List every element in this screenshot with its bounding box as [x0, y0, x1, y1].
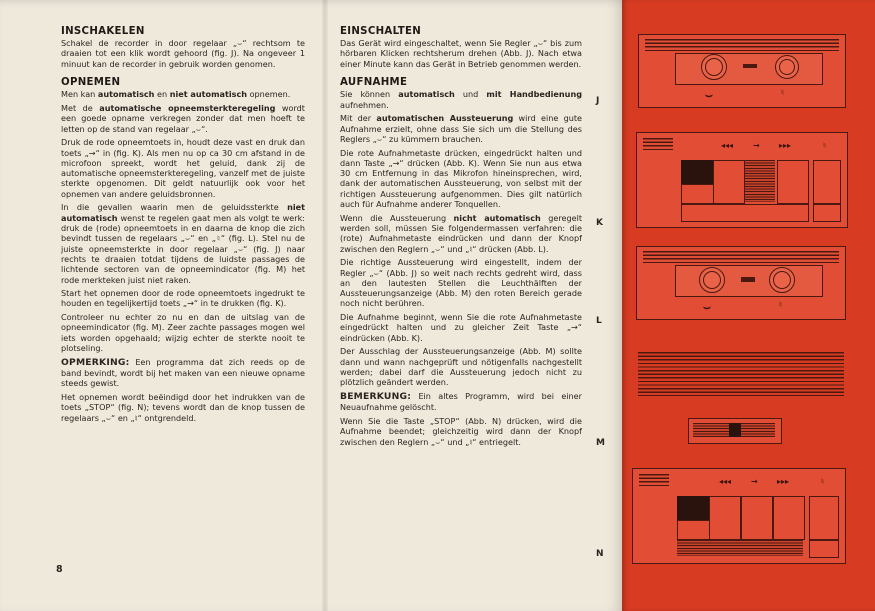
- vent-stripes: [643, 251, 839, 263]
- key: [773, 496, 805, 540]
- page-fold: [322, 0, 328, 611]
- key: [741, 496, 773, 540]
- page-number: 8: [56, 564, 63, 575]
- tone-symbol-icon: ♮: [781, 88, 784, 97]
- forward-symbol-icon: ▸▸▸: [779, 141, 792, 150]
- vent-stripes: [643, 138, 673, 150]
- key: [681, 184, 714, 204]
- record-key-pressed: [681, 160, 713, 184]
- play-symbol-icon: →: [751, 477, 758, 486]
- paragraph: Controleer nu echter zo nu en dan de uitslag van de opneemindicator (fig. M). Zeer zachte passages mogen wel iets worden opgehaald; wijzig echter de sterkte nooit te plotseling.: [61, 312, 305, 354]
- record-key: [677, 496, 709, 520]
- paragraph: Druk de rode opneemtoets in, houdt deze vast en druk dan toets „→“ in (fig. K). Als men nu op ca 30 cm afstand in de microfoon spreekt, wordt het geluid, dank zij de automatische opneemsterkteregeling, vanzelf met de juiste sterkte opgenomen. Dit geldt natuurlijk ook voor het opnemen van andere geluidsbronnen.: [61, 137, 305, 199]
- key: [777, 160, 809, 204]
- indicator-mark: [743, 64, 757, 68]
- key: [813, 204, 841, 222]
- figure-k-key-panel: [636, 132, 848, 228]
- figure-label-m: M: [596, 438, 605, 448]
- paragraph: Het opnemen wordt beëindigd door het indrukken van de toets „STOP“ (fig. N); tevens wordt dan de knop tussen de regelaars „⌣“ en „♮“ ontgrendeld.: [61, 392, 305, 423]
- figure-label-l: L: [596, 316, 602, 326]
- figure-m-level-indicator: [688, 418, 782, 444]
- paragraph: Men kan automatisch en niet automatisch opnemen.: [61, 89, 291, 100]
- volume-knob-icon: [699, 267, 725, 293]
- tone-symbol-icon: ♮: [779, 300, 782, 309]
- vent-stripes: [645, 39, 839, 51]
- key-bar: [681, 204, 809, 222]
- german-column: [340, 26, 582, 450]
- rewind-symbol-icon: ◂◂◂: [719, 477, 732, 486]
- paragraph: Die richtige Aussteuerung wird eingestellt, indem der Regler „⌣“ (Abb. J) so weit nach rechts gedreht wird, dass an den lautesten Stellen die Leuchthälften der Aussteuerungsanzeige (Abb. M) den roten Bereich gerade noch nicht berühren.: [340, 257, 582, 309]
- paragraph: Der Ausschlag der Aussteuerungsanzeige (Abb. M) sollte dann und wann nachgeprüft und nötigenfalls nachgestellt werden; dabei darf die Aussteuerung jedoch nicht zu plötzlich geändert werden.: [340, 346, 582, 388]
- control-window: [675, 53, 823, 85]
- play-symbol-icon: →: [753, 141, 760, 150]
- paragraph: Mit der automatischen Aussteuerung wird eine gute Aufnahme erzielt, ohne dass Sie sich um die Stellung des Reglers „⌣“ zu kümmern brauchen.: [340, 113, 583, 144]
- stop-key-pressed: [677, 540, 803, 556]
- paragraph: Die Aufnahme beginnt, wenn Sie die rote Aufnahmetaste eingedrückt halten und zu gleicher Zeit Taste „→“ eindrücken (Abb. K).: [340, 312, 582, 343]
- vent-stripes: [639, 474, 669, 486]
- manual-button-pressed: [741, 277, 755, 282]
- figure-label-j: J: [596, 96, 600, 106]
- play-key-pressed: [745, 160, 775, 202]
- pause-symbol-icon: ♮: [821, 477, 824, 486]
- volume-symbol-icon: ⌣: [703, 300, 711, 314]
- paragraph: In die gevallen waarin men de geluidssterkte niet automatisch wenst te regelen gaat men als volgt te werk: druk de (rode) opneemtoets in en daarna de knop die zich bevindt tussen de regelaars „⌣“ en „♮“ (fig. L). Stel nu de juiste opneemsterkte in door regelaar „⌣“ (fig. J) naar rechts te draaien totdat tijdens de luidste passages de lichtende sectoren van de opneemindicator (fig. M) het rode merkteken juist niet raken.: [61, 202, 305, 285]
- key: [813, 160, 841, 204]
- indicator-red-mark: [729, 423, 741, 437]
- heading-aufnahme: AUFNAHME: [340, 77, 408, 89]
- heading-einschalten: EINSCHALTEN: [340, 26, 422, 37]
- paragraph: Wenn die Aussteuerung nicht automatisch geregelt werden soll, müssen Sie folgendermassen verfahren: die (rote) Aufnahmetaste eindrücken und dann der Knopf zwischen den Reglern „⌣“ und „♮“ drücken (Abb. L).: [340, 212, 582, 254]
- heading-opnemen: OPNEMEN: [61, 77, 121, 89]
- paragraph: OPMERKING: Een programma dat zich reeds op de band bevindt, wordt bij het maken van een nieuwe opname steeds gewist.: [61, 356, 305, 389]
- paragraph: Das Gerät wird eingeschaltet, wenn Sie Regler „⌣“ bis zum hörbaren Klicken rechtsherum drehen (Abb. J). Nach etwa einer Minute kann das Gerät in Betrieb genommen werden.: [340, 38, 582, 69]
- pause-symbol-icon: ♮: [823, 141, 826, 150]
- key: [713, 160, 745, 204]
- figure-j-control-strip: [638, 34, 846, 108]
- indicator-segment: [741, 423, 775, 437]
- figure-n-key-panel: [632, 468, 846, 564]
- paragraph: BEMERKUNG: Ein altes Programm, wird bei einer Neuaufnahme gelöscht.: [340, 391, 582, 413]
- volume-symbol-icon: ⌣: [705, 88, 713, 102]
- paragraph: Die rote Aufnahmetaste drücken, eingedrückt halten und dann Taste „→“ drücken (Abb. K). Wenn Sie nun aus etwa 30 cm Entfernung in das Mikrofon hineinsprechen, wird, dank der automatischen Aussteuerung, von selbst mit der richtigen Aussteuerung aufgenommen. Dies gilt natürlich auch für Aufnahme anderer Tonquellen.: [340, 147, 582, 210]
- paragraph: Start het opnemen door de rode opneemtoets ingedrukt te houden en tegelijkertijd toets „→“ in te drukken (fig. K).: [61, 288, 305, 309]
- figure-l-control-strip: [636, 246, 846, 320]
- indicator-segment: [693, 423, 729, 437]
- paragraph: Sie können automatisch und mit Handbedienung aufnehmen.: [340, 89, 583, 110]
- heading-inschakelen: INSCHAKELEN: [61, 26, 145, 37]
- paragraph: Wenn Sie die Taste „STOP“ (Abb. N) drücken, wird die Aufnahme beendet; gleichzeitig wird dann der Knopf zwischen den Reglern „⌣“ und „♮“ entriegelt.: [340, 416, 582, 447]
- key: [709, 496, 741, 540]
- key: [677, 520, 710, 540]
- figure-m-vent-grille: [638, 352, 844, 396]
- volume-knob-icon: [701, 54, 727, 80]
- key: [809, 496, 839, 540]
- rewind-symbol-icon: ◂◂◂: [721, 141, 734, 150]
- key: [809, 540, 839, 558]
- paragraph: Met de automatische opneemsterkteregeling wordt een goede opname verkregen zonder dat men hoeft te letten op de stand van regelaar „⌣“.: [61, 102, 305, 134]
- figure-label-n: N: [596, 549, 604, 559]
- paragraph: Schakel de recorder in door regelaar „⌣“ rechtsom te draaien tot een klik wordt gehoord (fig. J). Na ongeveer 1 minuut kan de recorder in gebruik worden genomen.: [61, 38, 305, 69]
- forward-symbol-icon: ▸▸▸: [777, 477, 790, 486]
- dutch-column: [61, 26, 305, 426]
- figure-label-k: K: [596, 218, 603, 228]
- tone-knob-icon: [775, 55, 799, 79]
- tone-knob-icon: [769, 267, 795, 293]
